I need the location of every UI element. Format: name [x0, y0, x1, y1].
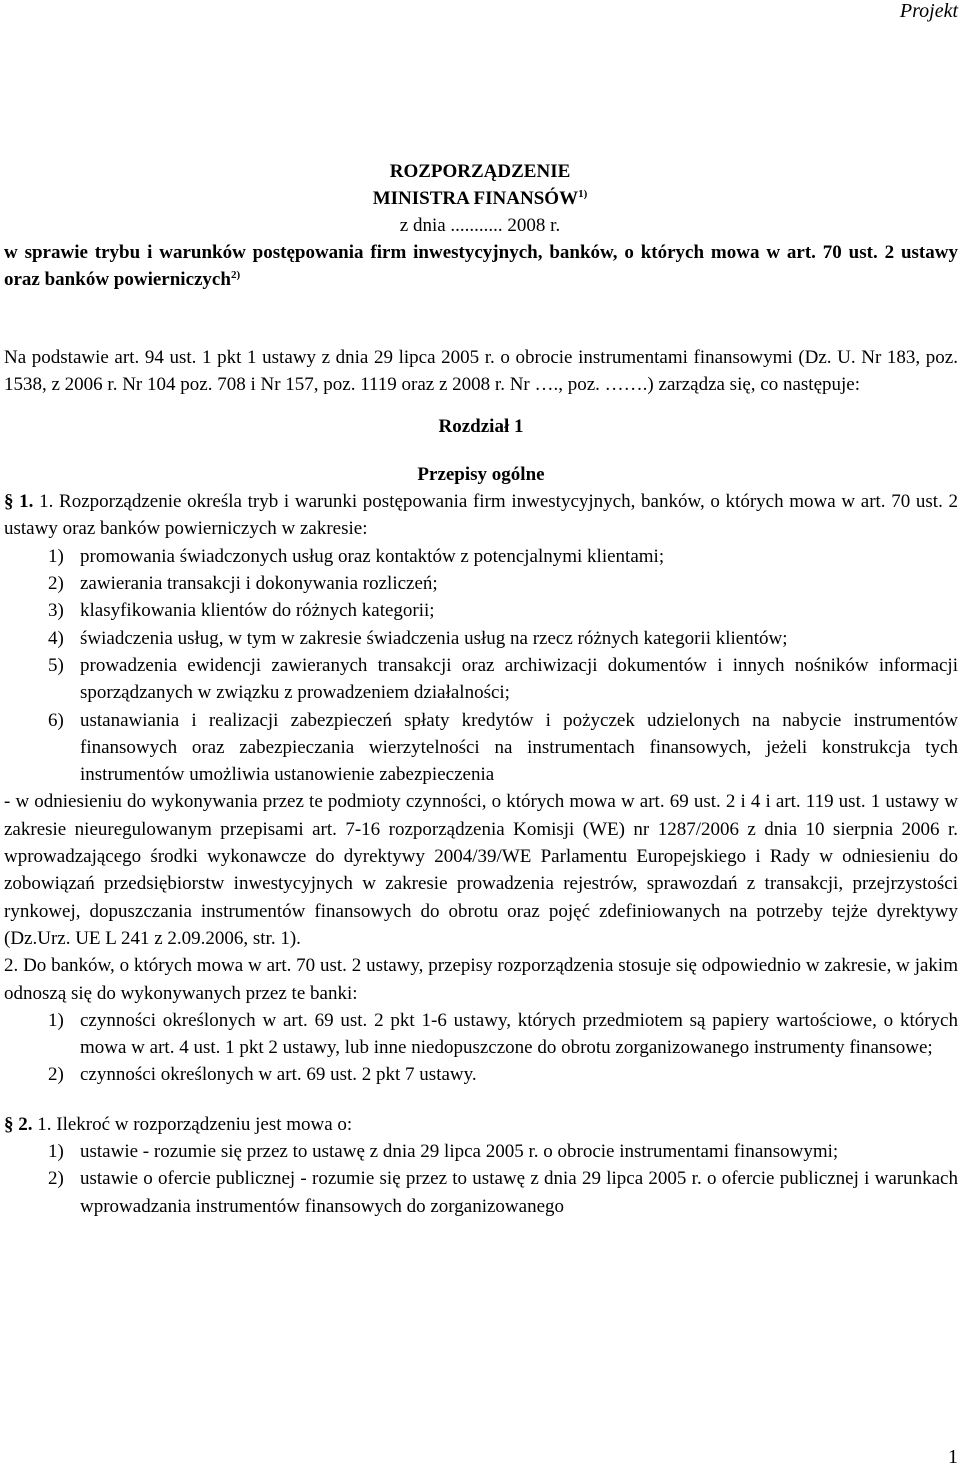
- page-number: 1: [948, 1446, 958, 1468]
- list-item-text: zawierania transakcji i dokonywania rozliczeń;: [80, 573, 438, 595]
- section-1-point-2-list: [4, 1007, 958, 1089]
- title-line-minister: [0, 185, 960, 212]
- chapter-label: Rozdział 1: [438, 415, 524, 437]
- section-2-list: [4, 1138, 958, 1220]
- list-item-number: 5): [48, 654, 64, 676]
- list-item-text: ustanawiania i realizacji zabezpieczeń spłaty kredytów i pożyczek udzielonych na nabycie instrumentów finansowych oraz zabezpieczania wierzytelności na instrumentach finansowych, jeżeli konstrukcja tych instrumentów umożliwia ustanowienie zabezpieczenia: [80, 709, 958, 786]
- subject-text: w sprawie trybu i warunków postępowania firm inwestycyjnych, banków, o których mowa w art. 70 ust. 2 ustawy oraz banków powierniczych: [4, 242, 958, 290]
- section-1-sign: § 1.: [4, 491, 34, 513]
- list-item: [4, 1061, 958, 1088]
- minister-text: MINISTRA FINANSÓW: [372, 188, 579, 209]
- list-item-number: 4): [48, 627, 64, 649]
- section-2-intro: [4, 1111, 958, 1138]
- title-line-subject: [0, 239, 960, 293]
- title-line-date: z dnia ........... 2008 r.: [399, 215, 561, 236]
- list-item-number: 2): [48, 573, 64, 595]
- regulation-title-block: [0, 158, 960, 293]
- chapter-title: Przepisy ogólne: [417, 463, 545, 485]
- footnote-marker-2: 2): [230, 269, 241, 281]
- list-item-text: klasyfikowania klientów do różnych kategorii;: [80, 600, 435, 622]
- list-item: [4, 597, 958, 624]
- list-item-text: promowania świadczonych usług oraz kontaktów z potencjalnymi klientami;: [80, 545, 665, 567]
- section-2-sign: § 2.: [4, 1113, 33, 1135]
- list-item-text: czynności określonych w art. 69 ust. 2 pkt 7 ustawy.: [80, 1064, 477, 1086]
- preamble: Na podstawie art. 94 ust. 1 pkt 1 ustawy z dnia 29 lipca 2005 r. o obrocie instrumentami finansowymi (Dz. U. Nr 183, poz. 1538, z 2006 r. Nr 104 poz. 708 i Nr 157, poz. 1119 oraz z 2008 r. Nr …., poz. …….) zarządza się, co następuje:: [4, 347, 958, 396]
- list-item: [4, 1165, 958, 1220]
- list-item-number: 2): [48, 1168, 64, 1190]
- list-item: [4, 1007, 958, 1062]
- list-item: [4, 570, 958, 597]
- section-1-intro-text: 1. Rozporządzenie określa tryb i warunki postępowania firm inwestycyjnych, banków, o których mowa w art. 70 ust. 2 ustawy oraz banków powierniczych w zakresie:: [4, 491, 959, 540]
- footnote-marker-1: 1): [578, 188, 588, 200]
- section-1-point-2: 2. Do banków, o których mowa w art. 70 ust. 2 ustawy, przepisy rozporządzenia stosuje się odpowiednio w zakresie, w jakim odnoszą się do wykonywanych przez te banki:: [4, 955, 958, 1004]
- document-body: [4, 344, 958, 1220]
- list-item-text: ustawie o ofercie publicznej - rozumie się przez to ustawę z dnia 29 lipca 2005 r. o ofercie publicznej i warunkach wprowadzania instrumentów finansowych do zorganizowanego: [80, 1168, 958, 1217]
- list-item: [4, 1138, 958, 1165]
- section-1-closing: - w odniesieniu do wykonywania przez te podmioty czynności, o których mowa w art. 69 ust. 2 i 4 i art. 119 ust. 1 ustawy w zakresie nieuregulowanym przepisami art. 7-16 rozporządzenia Komisji (WE) nr 1287/2006 z dnia 10 sierpnia 2006 r. wprowadzającego środki wykonawcze do dyrektywy 2004/39/WE Parlamentu Europejskiego i Rady w odniesieniu do zobowiązań przedsiębiorstw inwestycyjnych w zakresie prowadzenia rejestrów, sprawozdań z transakcji, przejrzystości rynkowej, dopuszczania instrumentów finansowych do obrotu oraz pojęć zdefiniowanych na potrzeby tejże dyrektywy (Dz.Urz. UE L 241 z 2.09.2006, str. 1).: [4, 791, 958, 949]
- list-item-text: czynności określonych w art. 69 ust. 2 pkt 1-6 ustawy, których przedmiotem są papiery wartościowe, o których mowa w art. 4 ust. 1 pkt 2 ustawy, lub inne niedopuszczone do obrotu zorganizowanego instrumenty finansowe;: [80, 1009, 958, 1059]
- list-item: [4, 707, 958, 789]
- list-item-number: 6): [48, 709, 64, 731]
- section-2-intro-text: 1. Ilekroć w rozporządzeniu jest mowa o:: [32, 1113, 353, 1135]
- section-1-list: [4, 543, 958, 789]
- list-item-text: świadczenia usług, w tym w zakresie świadczenia usług na rzecz różnych kategorii klientów;: [80, 627, 788, 649]
- list-item: [4, 625, 958, 652]
- list-item-number: 1): [48, 545, 64, 567]
- list-item: [4, 543, 958, 570]
- list-item: [4, 652, 958, 707]
- list-item-number: 2): [48, 1064, 64, 1086]
- list-item-number: 1): [48, 1141, 64, 1163]
- list-item-text: ustawie - rozumie się przez to ustawę z dnia 29 lipca 2005 r. o obrocie instrumentami finansowymi;: [80, 1141, 839, 1163]
- list-item-number: 3): [48, 600, 64, 622]
- list-item-number: 1): [48, 1009, 64, 1031]
- draft-label: Projekt: [899, 0, 958, 22]
- list-item-text: prowadzenia ewidencji zawieranych transakcji oraz archiwizacji dokumentów i innych nośników informacji sporządzanych w związku z prowadzeniem działalności;: [80, 654, 958, 704]
- title-line-rozporzadzenie: ROZPORZĄDZENIE: [389, 161, 571, 182]
- section-1-intro: [4, 488, 958, 543]
